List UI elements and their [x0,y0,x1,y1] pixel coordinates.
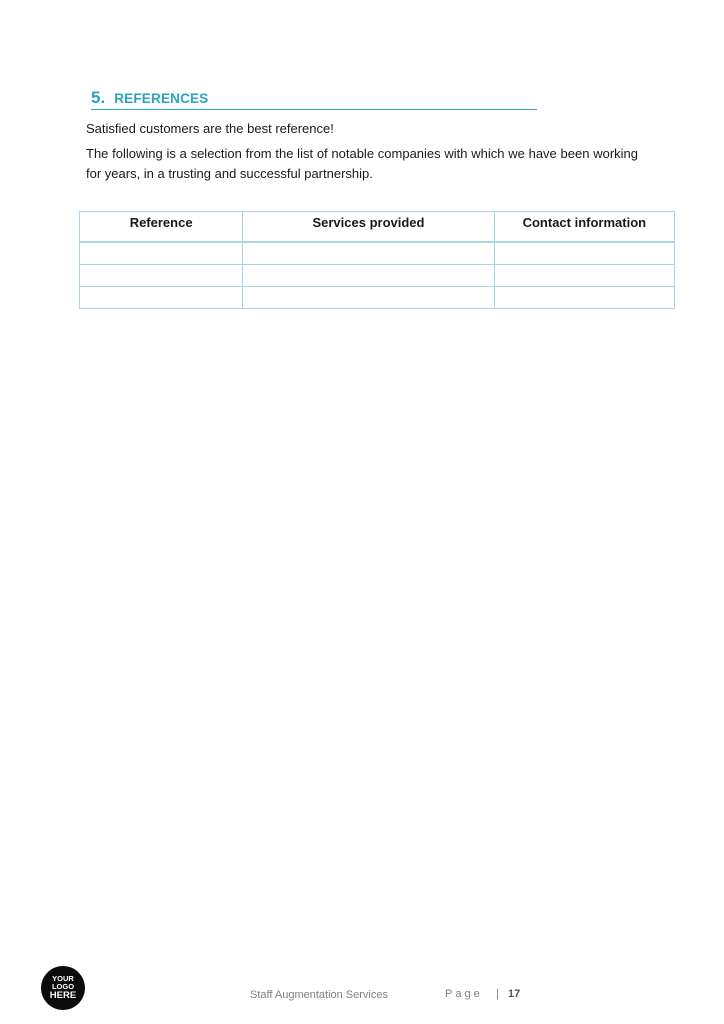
logo-line-1: YOUR [52,974,74,983]
table-row [80,264,675,286]
footer-separator: | [496,988,499,1000]
section-number: 5. [91,88,106,107]
table-cell [494,242,674,265]
header-contact-information: Contact information [494,212,674,242]
table-cell [80,286,243,308]
logo-line-2: LOGO [51,982,75,991]
table-cell [243,286,494,308]
footer-page-number: 17 [508,988,521,1000]
table-row [80,286,675,308]
description-paragraph: The following is a selection from the list of notable companies with which we have been working for years, in a trusting and successful partnership. [86,146,638,181]
logo-line-3: HERE [49,990,77,1001]
table-cell [80,264,243,286]
table-cell [243,264,494,286]
references-table [79,211,675,309]
header-services-provided: Services provided [243,212,494,242]
table-header-row [80,212,675,242]
company-logo [41,966,85,1010]
footer-document-title: Staff Augmentation Services [250,989,388,1001]
intro-text: Satisfied customers are the best reference! [86,121,334,136]
table-cell [494,286,674,308]
table-cell [80,242,243,265]
footer-page-label: Page [445,988,483,1000]
section-title: REFERENCES [114,91,209,106]
section-heading [91,88,537,110]
header-reference: Reference [80,212,243,242]
table-row [80,242,675,265]
table-cell [243,242,494,265]
table-cell [494,264,674,286]
